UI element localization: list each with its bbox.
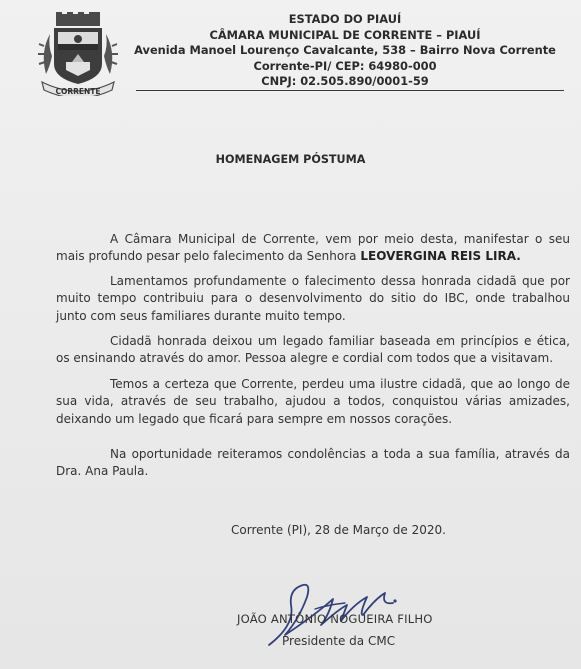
- date-line: Corrente (PI), 28 de Março de 2020.: [231, 523, 446, 537]
- municipal-coat-of-arms-icon: [36, 12, 120, 96]
- paragraph-tribute: [56, 376, 570, 428]
- paragraph-closing: [56, 446, 570, 481]
- crest-banner-text: CORRENTE: [55, 87, 101, 96]
- paragraph-closing-text: Na oportunidade reiteramos condolências a toda a sua família, através da Dra. Ana Paula.: [56, 447, 570, 479]
- letterhead-institution: CÂMARA MUNICIPAL DE CORRENTE – PIAUÍ: [209, 27, 481, 42]
- paragraph-legacy-text: Cidadã honrada deixou um legado familiar baseada em princípios e ética, os ensinando através do amor. Pessoa alegre e cordial com todos que a visitavam.: [56, 334, 570, 366]
- paragraph-condolence: [56, 273, 570, 325]
- paragraph-announcement: [56, 231, 570, 266]
- letterhead-divider: [136, 90, 564, 91]
- paragraph-announcement-text: A Câmara Municipal de Corrente, vem por meio desta, manifestar o seu mais profundo pesar pelo falecimento da Senhora: [56, 232, 570, 264]
- letterhead-address: Avenida Manoel Lourenço Cavalcante, 538 – Bairro Nova Corrente: [134, 43, 556, 58]
- paragraph-tribute-text: Temos a certeza que Corrente, perdeu uma ilustre cidadã, que ao longo de sua vida, através de seu trabalho, ajudou a todos, conquistou várias amizades, deixando um legado que ficará para sempre em nossos corações.: [56, 377, 570, 426]
- document-title: HOMENAGEM PÓSTUMA: [215, 153, 366, 166]
- signer-role: Presidente da CMC: [282, 634, 396, 648]
- letterhead-cnpj: CNPJ: 02.505.890/0001-59: [261, 74, 429, 89]
- letterhead-state: ESTADO DO PIAUÍ: [288, 12, 402, 26]
- paragraph-condolence-text: Lamentamos profundamente o falecimento dessa honrada cidadã que por muito tempo contribuiu para o desenvolvimento do sitio do IBC, onde trabalhou junto com seus familiares durante muito tempo.: [56, 274, 570, 323]
- paragraph-legacy: [56, 333, 570, 368]
- signer-name: JOÃO ANTÔNIO NOGUEIRA FILHO: [237, 612, 433, 626]
- deceased-name: LEOVERGINA REIS LIRA.: [360, 249, 521, 264]
- letterhead: [130, 12, 560, 90]
- letterhead-postal-code: Corrente-PI/ CEP: 64980-000: [253, 58, 437, 73]
